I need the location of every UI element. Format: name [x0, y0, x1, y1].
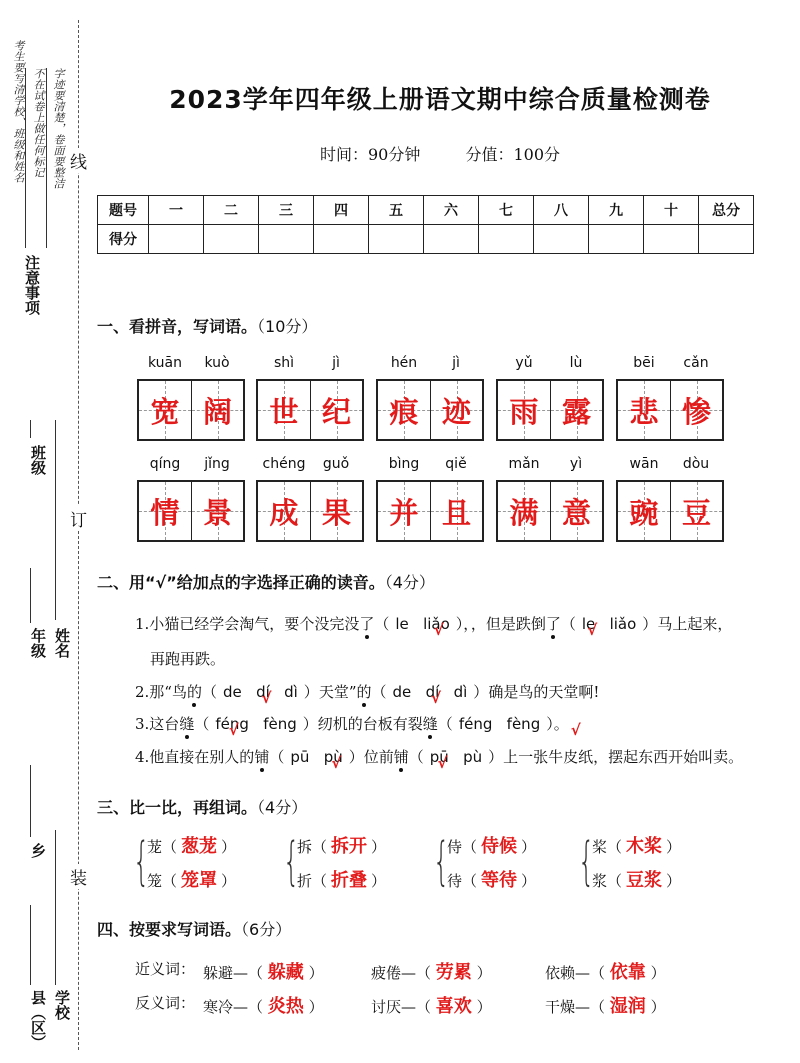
q-text: 3.这台 — [135, 715, 180, 733]
pinyin-label: shì — [273, 355, 295, 371]
option[interactable]: dì — [453, 683, 468, 701]
score-col: 七 — [479, 196, 534, 225]
score-col: 一 — [149, 196, 204, 225]
tianzige-box[interactable] — [137, 379, 245, 441]
county-line — [30, 905, 31, 985]
q-text: 上一张牛皮纸，摆起东西开始叫卖。 — [503, 748, 744, 766]
answer-char: 并 — [389, 495, 419, 530]
answer-char: 迹 — [441, 394, 471, 429]
tianzige-cell[interactable] — [191, 381, 243, 439]
tianzige-cell[interactable] — [310, 381, 362, 439]
township-label: 乡 — [29, 843, 47, 858]
answer-word[interactable]: 湿润 — [609, 996, 646, 1017]
answer-char: 雨 — [509, 394, 539, 429]
tianzige-cell[interactable] — [430, 482, 482, 540]
source-word: 讨厌— — [371, 998, 417, 1016]
option-checked[interactable]: pù √ — [324, 748, 343, 766]
notice-line-2: 不在试卷上做任何标记 — [32, 68, 45, 178]
score-col: 三 — [259, 196, 314, 225]
tianzige-cell[interactable] — [670, 381, 722, 439]
answer-word[interactable]: 躲藏 — [267, 962, 304, 983]
section2-title-text: 二、用“√”给加点的字选择正确的读音。 — [97, 573, 385, 592]
q-text: 1.小猫已经学会淘气，要个没完没 — [135, 615, 360, 633]
grade-label: 年级 — [29, 628, 47, 658]
pinyin-label: kuò — [204, 355, 230, 371]
pinyin-options — [209, 715, 302, 733]
binding-mark-ding: 订 — [70, 506, 87, 531]
source-word: 疲倦— — [371, 964, 417, 982]
tianzige-cell[interactable] — [258, 482, 310, 540]
pinyin-label: qíng — [149, 456, 181, 472]
pinyin-label: lù — [569, 355, 583, 371]
notice-label: 注意事项 — [23, 255, 41, 315]
pinyin-label: yǔ — [515, 355, 533, 371]
tianzige-box[interactable] — [616, 379, 724, 441]
score-col: 五 — [369, 196, 424, 225]
section2-title — [97, 570, 435, 593]
synonym-item: 依赖—（ 依靠 ） — [545, 962, 666, 983]
compare-char: 折 — [297, 872, 313, 890]
answer-char: 成 — [269, 495, 299, 530]
score-cell[interactable] — [644, 225, 699, 254]
pinyin-options — [284, 748, 348, 766]
compare-char: 侍 — [447, 838, 463, 856]
compare-char: 桨 — [592, 838, 608, 856]
q-text: 位前 — [363, 748, 394, 766]
grade-line — [30, 568, 31, 623]
answer-word[interactable]: 喜欢 — [435, 996, 472, 1017]
tianzige-box[interactable] — [376, 480, 484, 542]
binding-dashed-line — [78, 20, 79, 1050]
township-line — [30, 765, 31, 837]
tianzige-cell[interactable] — [310, 482, 362, 540]
score-cell[interactable] — [149, 225, 204, 254]
tianzige-box[interactable] — [376, 379, 484, 441]
option[interactable]: liǎo — [609, 615, 637, 633]
section1-title — [97, 314, 317, 337]
score-cell[interactable] — [699, 225, 754, 254]
dotted-char: 的 — [186, 683, 202, 701]
pinyin-label: guǒ — [322, 456, 350, 472]
q2-4: 4.他直接在别人的铺（ pū pù √ ）位前铺（ pū √ pù ）上一张牛皮纸，摆起东西开始叫卖。 — [135, 746, 743, 767]
dotted-char: 缝 — [179, 715, 195, 733]
pinyin-label: jì — [452, 355, 460, 371]
answer-word[interactable]: 依靠 — [609, 962, 646, 983]
option-checked[interactable]: liǎo √ — [423, 615, 450, 633]
compare-char: 茏 — [147, 838, 163, 856]
q-text: 马上起来， — [657, 615, 733, 633]
tianzige-cell[interactable] — [498, 482, 550, 540]
brace-icon: { — [578, 832, 595, 892]
tianzige-cell[interactable] — [498, 381, 550, 439]
pinyin-label: jǐng — [204, 456, 230, 472]
tianzige-box[interactable] — [137, 480, 245, 542]
answer-char: 满 — [509, 495, 539, 530]
pinyin-label: bēi — [633, 355, 655, 371]
name-label: 姓名 — [53, 628, 71, 658]
dotted-char: 缝 — [422, 715, 438, 733]
q2-3: 3.这台缝（ féng √ fèng ）纫机的台板有裂缝（ féng fèng √ ）。 — [135, 713, 569, 734]
section1-points: （10分） — [257, 317, 318, 336]
score-table-row-label: 得分 — [98, 225, 149, 254]
compare-char: 待 — [447, 872, 463, 890]
compare-row: 浆（ 豆浆 ） — [592, 866, 681, 892]
option[interactable]: de — [223, 683, 242, 701]
compare-row: 侍（ 侍候 ） — [447, 832, 536, 858]
pinyin-label: bìng — [388, 456, 420, 472]
binding-mark-xian: 线 — [70, 148, 87, 173]
q-text: 纫机的台板有裂 — [317, 715, 423, 733]
exam-title: 2023学年四年级上册语文期中综合质量检测卷 — [169, 85, 711, 114]
score-table-header-row — [98, 196, 754, 225]
answer-char: 露 — [561, 394, 591, 429]
pinyin-label: mǎn — [508, 456, 540, 472]
pinyin-label: cǎn — [683, 355, 709, 371]
option-checked[interactable]: pū √ — [430, 748, 449, 766]
answer-char: 痕 — [389, 394, 419, 429]
compare-row: 待（ 等待 ） — [447, 866, 536, 892]
pinyin-options — [424, 748, 488, 766]
source-word: 依赖— — [545, 964, 591, 982]
q-text: 天堂” — [318, 683, 357, 701]
pinyin-options — [387, 683, 474, 701]
pinyin-label: qiě — [445, 456, 467, 472]
q-text: 确是鸟的天堂啊! — [488, 683, 600, 701]
name-line — [55, 420, 56, 620]
answer-word[interactable]: 折叠 — [331, 870, 368, 891]
score-col: 十 — [644, 196, 699, 225]
score-col: 二 — [204, 196, 259, 225]
section2-points: （4分） — [384, 573, 435, 592]
school-label: 学校 — [53, 990, 71, 1020]
compare-row: 桨（ 木桨 ） — [592, 832, 681, 858]
school-line — [55, 830, 56, 985]
score-table-score-row — [98, 225, 754, 254]
dotted-char: 铺 — [393, 748, 409, 766]
dotted-char: 的 — [356, 683, 372, 701]
score-cell[interactable] — [204, 225, 259, 254]
answer-char: 果 — [321, 495, 351, 530]
score-cell[interactable] — [259, 225, 314, 254]
source-word: 干燥— — [545, 998, 591, 1016]
tianzige-cell[interactable] — [550, 482, 602, 540]
answer-word[interactable]: 木桨 — [626, 836, 663, 857]
answer-char: 惨 — [681, 394, 711, 429]
pinyin-options — [217, 683, 304, 701]
option[interactable]: le — [395, 615, 409, 633]
compare-row: 茏（ 葱茏 ） — [147, 832, 236, 858]
answer-char: 世 — [269, 394, 299, 429]
answer-word[interactable]: 炎热 — [267, 996, 304, 1017]
score-cell[interactable] — [424, 225, 479, 254]
q-text: 4.他直接在别人的 — [135, 748, 255, 766]
q2-1: 1.小猫已经学会淘气，要个没完没了（ le liǎo √ ），，但是跌倒了（ le √ liǎo ）马上起来， — [135, 613, 732, 634]
binding-mark-zhuang: 装 — [70, 864, 87, 889]
tianzige-cell[interactable] — [618, 482, 670, 540]
antonym-item: 干燥—（ 湿润 ） — [545, 996, 666, 1017]
tianzige-cell[interactable] — [378, 381, 430, 439]
answer-char: 豆 — [681, 495, 711, 530]
answer-char: 宽 — [150, 394, 180, 429]
q2-1-cont: 再跑再跌。 — [150, 650, 226, 668]
tianzige-cell[interactable] — [550, 381, 602, 439]
answer-word[interactable]: 豆浆 — [626, 870, 663, 891]
answer-char: 且 — [441, 495, 471, 530]
tianzige-box[interactable] — [256, 379, 364, 441]
answer-char: 景 — [202, 495, 232, 530]
option[interactable]: fèng — [263, 715, 297, 733]
score-cell[interactable] — [369, 225, 424, 254]
answer-char: 情 — [150, 495, 180, 530]
tianzige-cell[interactable] — [191, 482, 243, 540]
score-cell[interactable] — [314, 225, 369, 254]
option[interactable]: dì — [284, 683, 298, 701]
q-text: ，但是跌倒 — [470, 615, 546, 633]
answer-char: 豌 — [629, 495, 659, 530]
q-text: 2.那“鸟 — [135, 683, 187, 701]
class-label: 班级 — [29, 445, 47, 475]
answer-char: 悲 — [629, 394, 659, 429]
syn-label: 近义词： — [135, 960, 196, 978]
pinyin-label: chéng — [262, 456, 306, 472]
compare-row: 拆（ 拆开 ） — [297, 832, 386, 858]
class-line — [30, 420, 31, 438]
notice-line-3: 字迹要清楚，卷面要整洁 — [52, 68, 65, 189]
pinyin-label: kuān — [147, 355, 182, 371]
pinyin-label: hén — [390, 355, 418, 371]
synonym-item: 疲倦—（ 劳累 ） — [371, 962, 492, 983]
section4-title — [97, 917, 291, 940]
section3-points: （4分） — [257, 798, 308, 817]
score-cell[interactable] — [589, 225, 644, 254]
source-word: 寒冷— — [203, 998, 249, 1016]
section4-points: （6分） — [241, 920, 292, 939]
option-checked[interactable]: dí √ — [256, 683, 270, 701]
tianzige-cell[interactable] — [618, 381, 670, 439]
option[interactable]: pù — [463, 748, 483, 766]
brace-icon: { — [133, 832, 150, 892]
option-checked[interactable]: le √ — [582, 615, 595, 633]
section1-title-text: 一、看拼音，写词语。 — [97, 317, 258, 336]
score-table — [97, 195, 754, 254]
compare-char: 浆 — [592, 872, 608, 890]
answer-char: 纪 — [321, 394, 351, 429]
score-col: 九 — [589, 196, 644, 225]
section3-title-text: 三、比一比，再组词。 — [97, 798, 258, 817]
tianzige-cell[interactable] — [430, 381, 482, 439]
pinyin-options — [576, 615, 642, 633]
answer-word[interactable]: 等待 — [481, 870, 518, 891]
tianzige-box[interactable] — [496, 480, 604, 542]
score-col: 六 — [424, 196, 479, 225]
q-text: 。 — [553, 715, 569, 733]
score-cell[interactable] — [534, 225, 589, 254]
compare-char: 笼 — [147, 872, 163, 890]
tianzige-cell[interactable] — [378, 482, 430, 540]
tianzige-box[interactable] — [256, 480, 364, 542]
exam-time: 时间：90分钟 — [319, 145, 421, 164]
compare-char: 拆 — [297, 838, 313, 856]
score-cell[interactable] — [479, 225, 534, 254]
answer-word[interactable]: 葱茏 — [181, 836, 218, 857]
notice-divider — [25, 68, 26, 248]
answer-word[interactable]: 拆开 — [331, 836, 368, 857]
answer-char: 意 — [561, 495, 591, 530]
brace-icon: { — [283, 832, 300, 892]
tianzige-cell[interactable] — [670, 482, 722, 540]
dotted-char: 了 — [545, 615, 561, 633]
compare-row: 笼（ 笼罩 ） — [147, 866, 236, 892]
option-checked[interactable]: fèng √ — [507, 715, 541, 733]
pinyin-label: dòu — [682, 456, 710, 472]
compare-row: 折（ 折叠 ） — [297, 866, 386, 892]
antonym-item: 寒冷—（ 炎热 ） — [203, 996, 324, 1017]
pinyin-label: jì — [332, 355, 340, 371]
exam-meta — [90, 142, 790, 165]
pinyin-label: wān — [629, 456, 659, 472]
pinyin-label: yì — [569, 456, 583, 472]
tianzige-box[interactable] — [496, 379, 604, 441]
dotted-char: 了 — [359, 615, 375, 633]
antonym-item: 讨厌—（ 喜欢 ） — [371, 996, 492, 1017]
tianzige-cell[interactable] — [258, 381, 310, 439]
score-col: 八 — [534, 196, 589, 225]
answer-word[interactable]: 劳累 — [435, 962, 472, 983]
option[interactable]: féng — [458, 715, 493, 733]
pinyin-options — [453, 715, 546, 733]
q2-2: 2.那“鸟的（ de dí √ dì ）天堂”的（ de dí √ dì ）确是鸟的天堂啊! — [135, 681, 599, 702]
section4-title-text: 四、按要求写词语。 — [97, 920, 242, 939]
source-word: 躲避— — [203, 964, 249, 982]
option[interactable]: de — [392, 683, 412, 701]
option-checked[interactable]: féng √ — [215, 715, 249, 733]
county-label: 县（区） — [29, 990, 47, 1050]
score-table-header-label: 题号 — [98, 196, 149, 225]
tianzige-cell[interactable] — [139, 482, 191, 540]
synonym-item: 躲避—（ 躲藏 ） — [203, 962, 324, 983]
pinyin-options — [389, 615, 455, 633]
notice-line-1: 考生要写清学校、班级和姓名 — [12, 40, 25, 183]
option[interactable]: pū — [290, 748, 310, 766]
section3-title — [97, 795, 307, 818]
answer-char: 阔 — [202, 394, 232, 429]
ant-label: 反义词： — [135, 994, 196, 1012]
answer-word[interactable]: 侍候 — [481, 836, 518, 857]
tianzige-cell[interactable] — [139, 381, 191, 439]
score-col: 四 — [314, 196, 369, 225]
exam-score: 分值：100分 — [465, 145, 560, 164]
tianzige-box[interactable] — [616, 480, 724, 542]
brace-icon: { — [433, 832, 450, 892]
option-checked[interactable]: dí √ — [426, 683, 440, 701]
score-col: 总分 — [699, 196, 754, 225]
dotted-char: 铺 — [254, 748, 270, 766]
notice-divider — [46, 68, 47, 248]
answer-word[interactable]: 笼罩 — [181, 870, 218, 891]
